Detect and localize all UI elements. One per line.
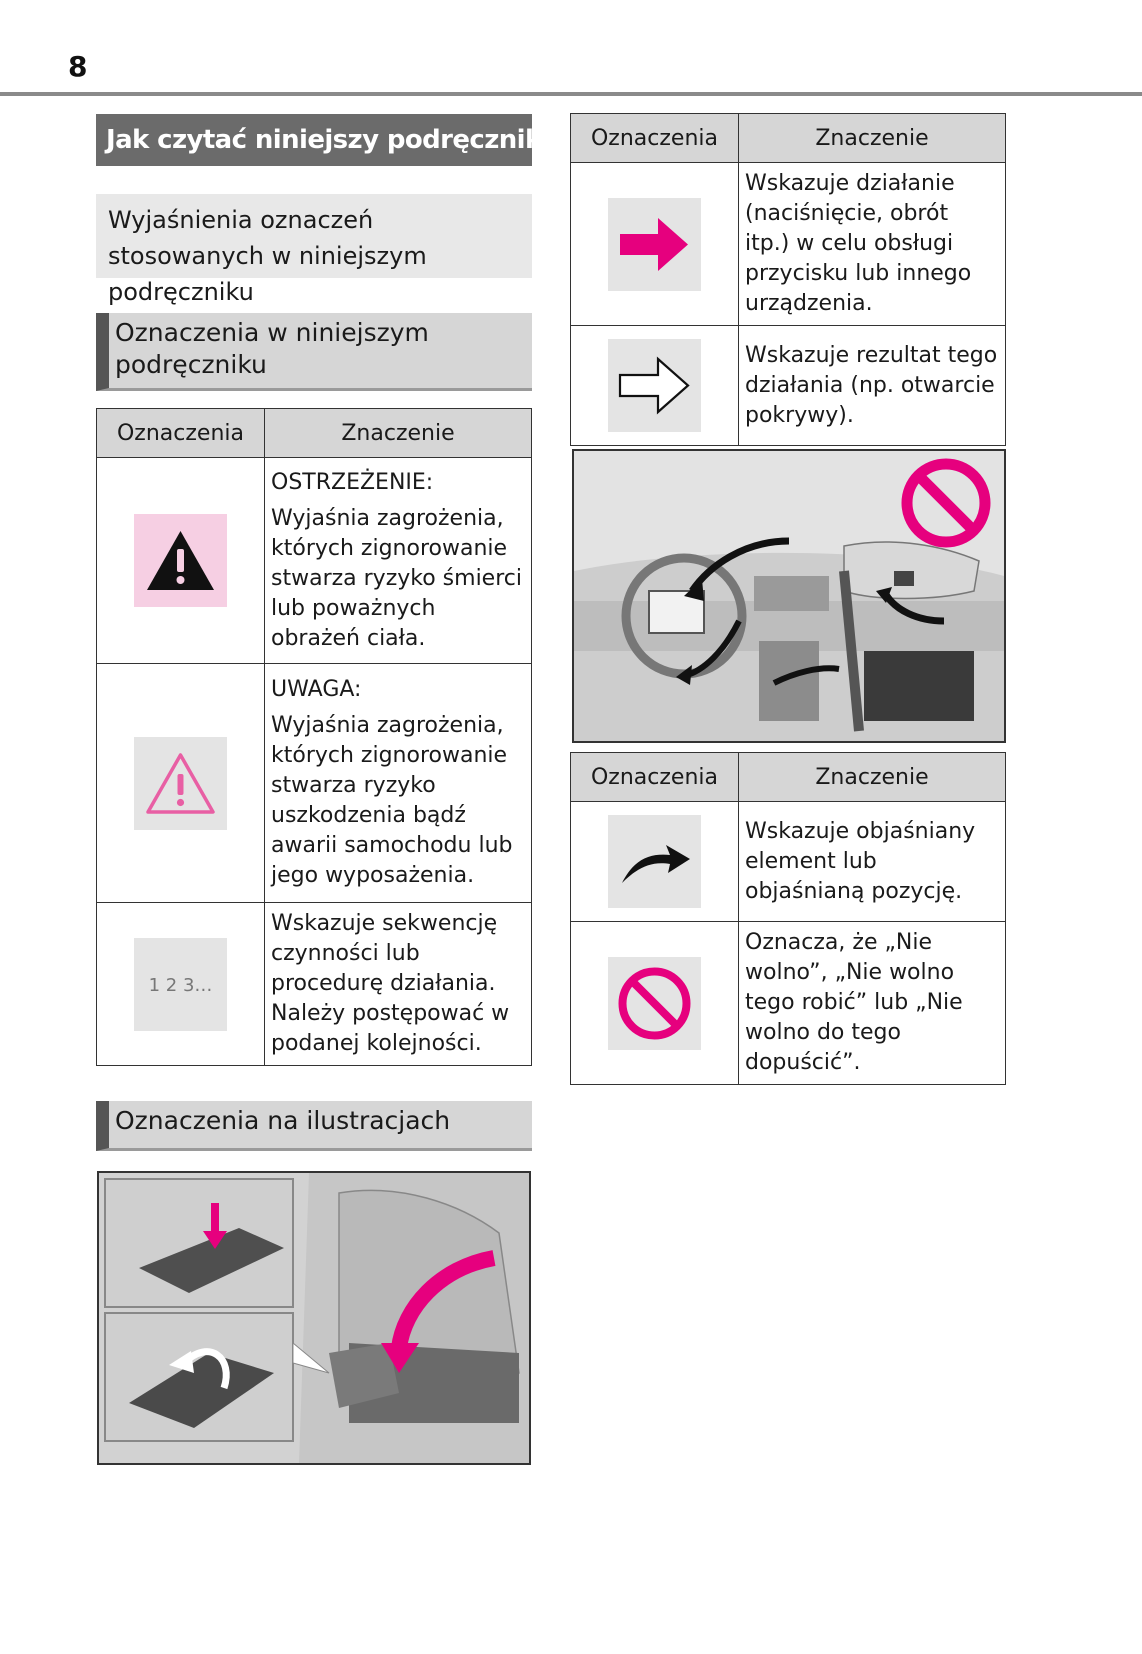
header-symbols: Oznaczenia bbox=[571, 753, 739, 802]
row-text: Wyjaśnia zagrożenia, których zignorowanie stwarza ryzyko śmierci lub poważnych obrażeń ciała. bbox=[271, 505, 522, 651]
table-row bbox=[97, 458, 532, 664]
table-row bbox=[97, 664, 532, 903]
row-text: Wskazuje działanie (naciśnięcie, obrót itp.) w celu obsługi przycisku lub innego urządzenia. bbox=[745, 171, 972, 316]
subtitle: Wyjaśnienia oznaczeń stosowanych w niniejszym podręczniku bbox=[96, 194, 532, 278]
header-meaning: Znaczenie bbox=[265, 409, 532, 458]
table-row bbox=[571, 326, 1006, 446]
row-text: Wskazuje sekwencję czynności lub procedurę działania. Należy postępować w podanej kolejności. bbox=[271, 911, 510, 1056]
curved-arrow-icon bbox=[608, 815, 701, 908]
header-symbols: Oznaczenia bbox=[97, 409, 265, 458]
row-text: Wskazuje rezultat tego działania (np. otwarcie pokrywy). bbox=[745, 342, 998, 428]
row-text: Wskazuje objaśniany element lub objaśnianą pozycję. bbox=[745, 818, 976, 904]
caution-triangle-icon bbox=[134, 737, 227, 830]
warning-triangle-icon bbox=[134, 514, 227, 607]
prohibition-icon bbox=[608, 957, 701, 1050]
table-row bbox=[571, 802, 1006, 922]
illustration-symbols-table-2 bbox=[570, 752, 1006, 1085]
subsection-title-illustrations: Oznaczenia na ilustracjach bbox=[96, 1101, 532, 1151]
row-text: Oznacza, że „Nie wolno”, „Nie wolno tego robić” lub „Nie wolno do tego dopuścić”. bbox=[745, 930, 963, 1075]
dashboard-illustration bbox=[572, 449, 1006, 743]
result-arrow-icon bbox=[608, 339, 701, 432]
section-title: Jak czytać niniejszy podręcznik bbox=[96, 114, 532, 166]
sequence-numbers-icon bbox=[134, 938, 227, 1031]
row-title: OSTRZEŻENIE: bbox=[271, 469, 434, 495]
top-divider bbox=[0, 92, 1142, 96]
page-number: 8 bbox=[68, 50, 88, 83]
table-header-row bbox=[571, 114, 1006, 163]
table-row bbox=[571, 922, 1006, 1085]
armrest-illustration bbox=[97, 1171, 531, 1465]
table-header-row bbox=[571, 753, 1006, 802]
table-header-row bbox=[97, 409, 532, 458]
header-meaning: Znaczenie bbox=[739, 114, 1006, 163]
row-text: Wyjaśnia zagrożenia, których zignorowanie stwarza ryzyko uszkodzenia bądź awarii samochodu lub jego wyposażenia. bbox=[271, 713, 513, 888]
sequence-numbers-text: 1 2 3… bbox=[148, 974, 213, 996]
table-row bbox=[97, 903, 532, 1066]
subsection-title-manual: Oznaczenia w niniejszym podręczniku bbox=[96, 313, 532, 391]
table-row bbox=[571, 163, 1006, 326]
action-arrow-icon bbox=[608, 198, 701, 291]
header-symbols: Oznaczenia bbox=[571, 114, 739, 163]
header-meaning: Znaczenie bbox=[739, 753, 1006, 802]
manual-symbols-table bbox=[96, 408, 532, 1066]
illustration-symbols-table-1 bbox=[570, 113, 1006, 446]
row-title: UWAGA: bbox=[271, 677, 362, 702]
